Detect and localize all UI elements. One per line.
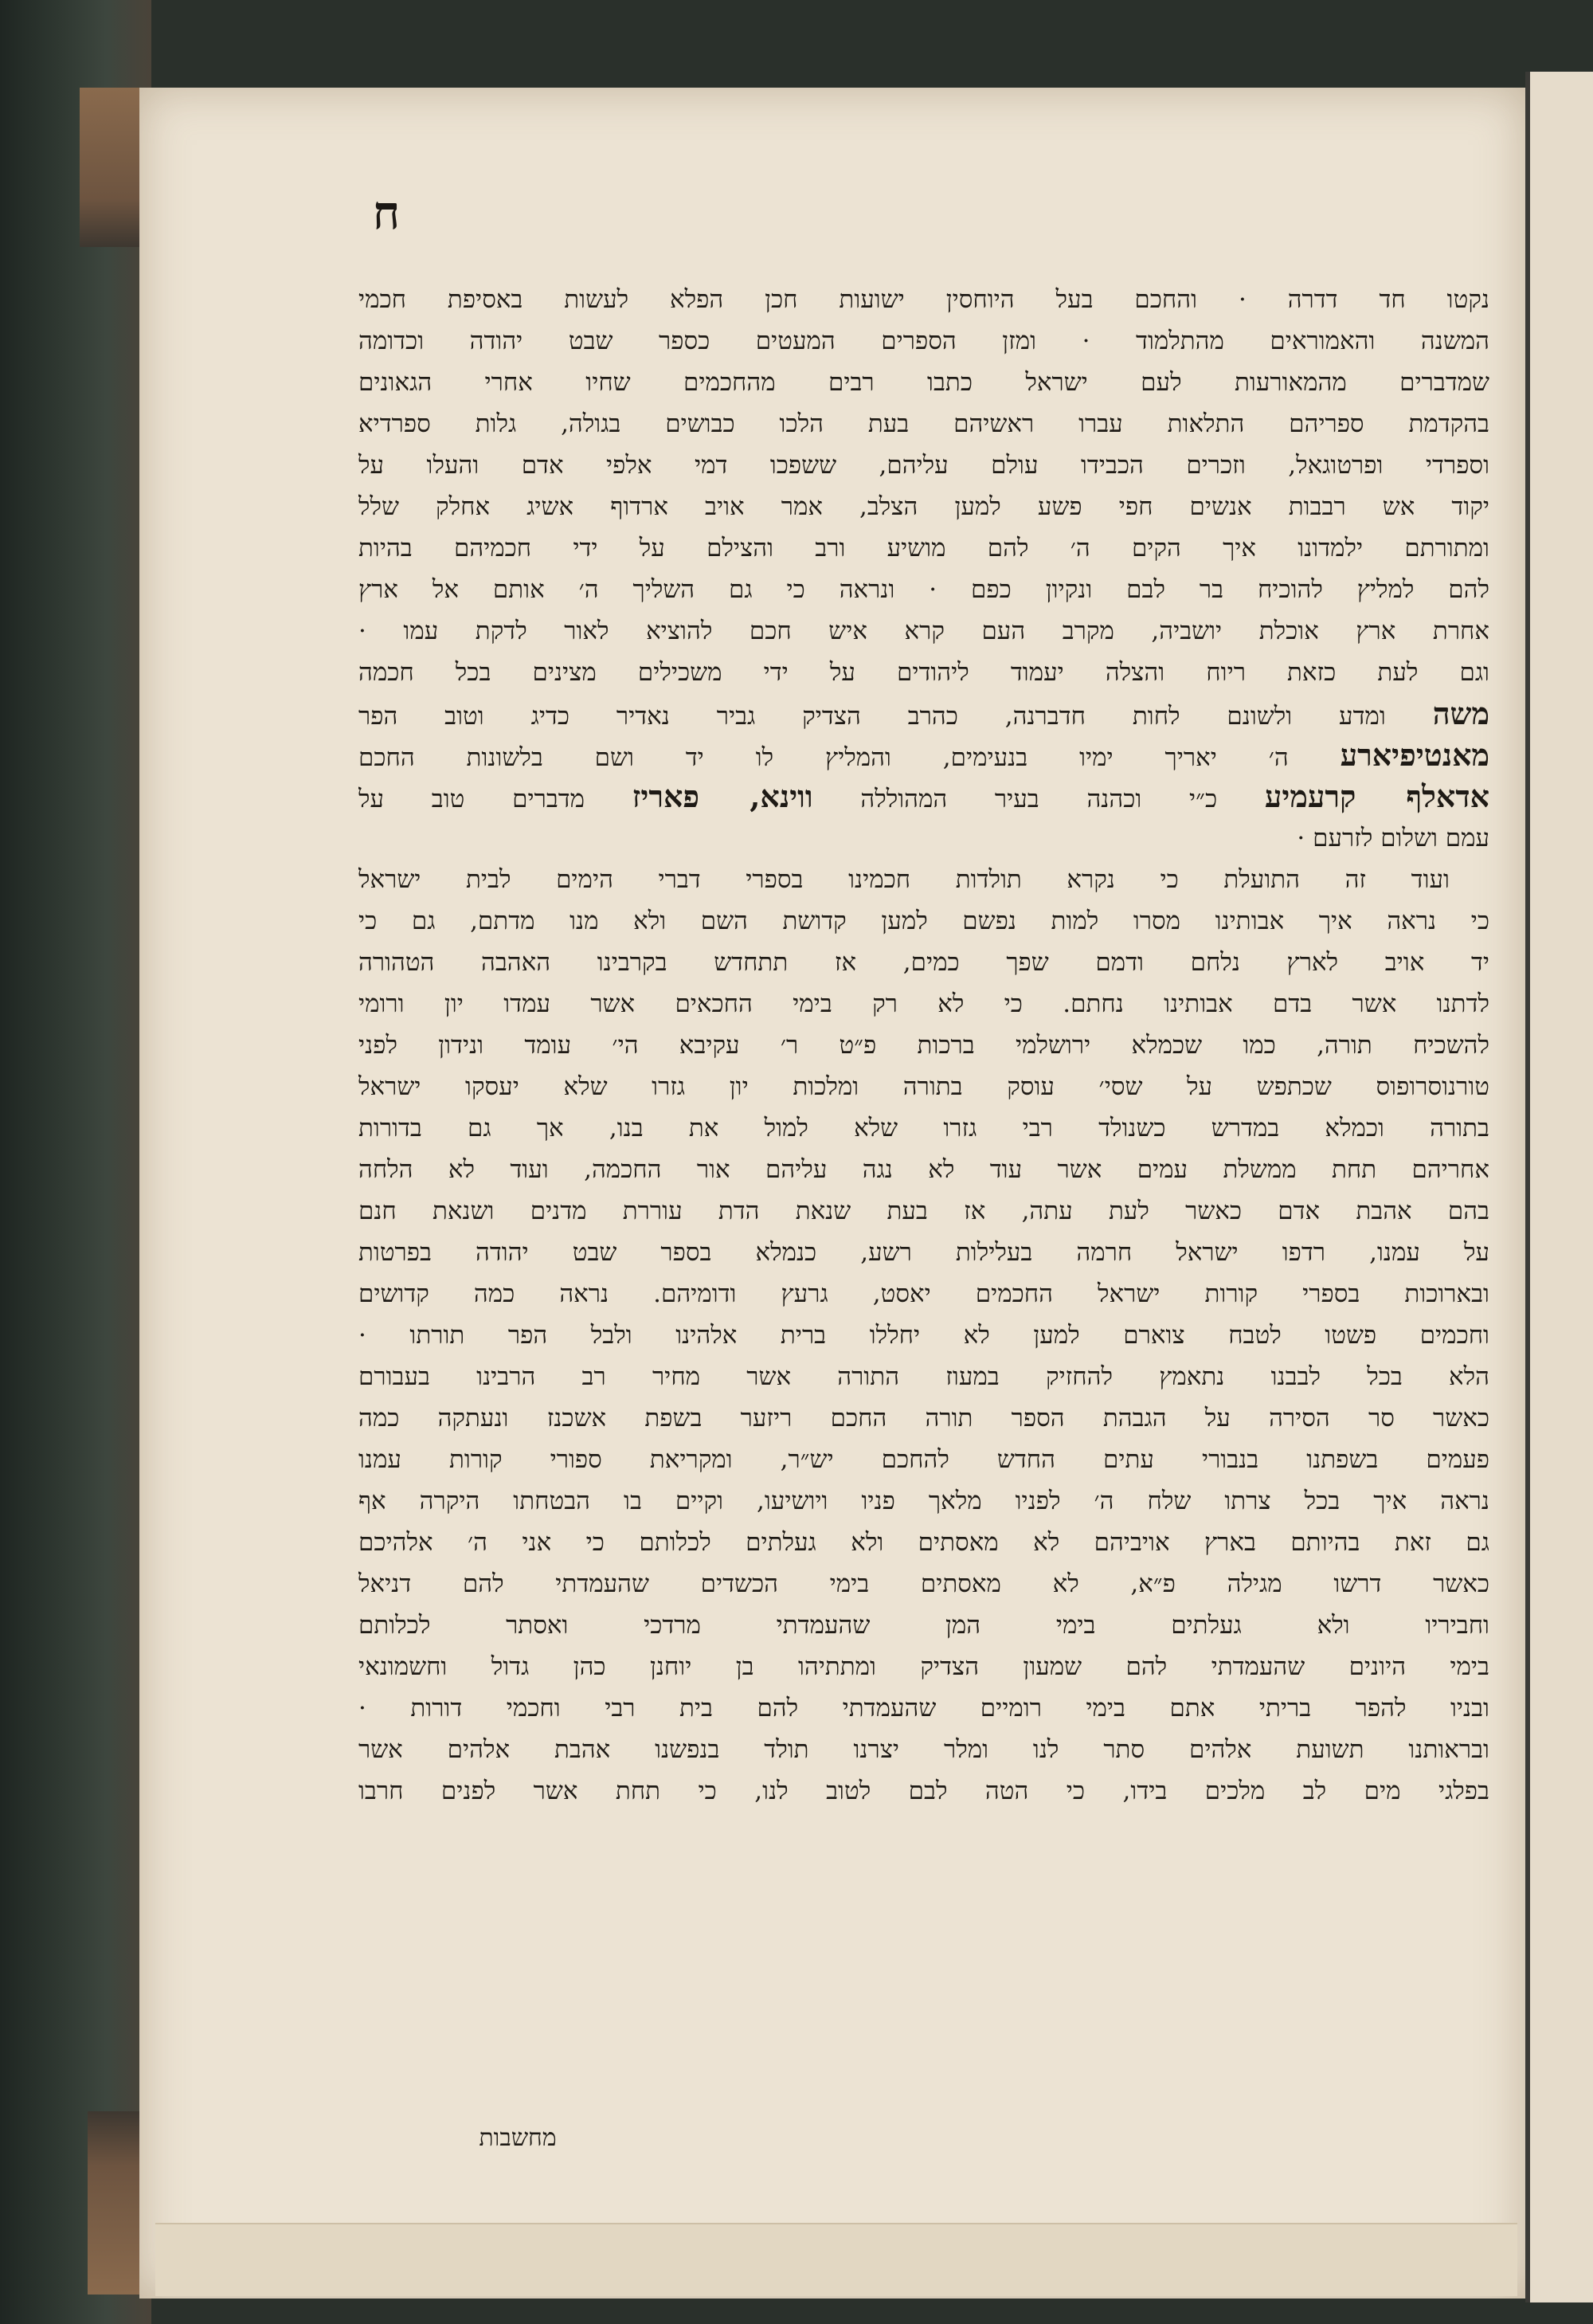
text-line-content: כי נראה איך אבותינו מסרו למות נפשם למען קדושת השם ולא מנו מדתם, גם כי — [358, 907, 1489, 935]
page-number: ח — [372, 186, 401, 240]
book-binding — [0, 0, 151, 2324]
text-line-content: בתורה וכמלא במדרש כשנולד רבי גזרו שלא למול את בנו, אך גם בדורות — [358, 1114, 1489, 1142]
text-line — [358, 1439, 1489, 1480]
text-line-content: יקוד אש רבבות אנשים חפי פשע למען הצלב, אמר אויב ארדוף אשיג אחלק שלל — [358, 492, 1489, 521]
text-line — [358, 1149, 1489, 1190]
text-line — [358, 1190, 1489, 1232]
text-line-content: אחריהם תחת ממשלת עמים אשר עוד לא נגה עליהם אור החכמה, ועוד לא הלחה — [358, 1155, 1489, 1184]
text-line — [358, 693, 1489, 735]
text-line-content: גם זאת בהיותם בארץ אויביהם לא מאסתים ולא געלתים לכלותם כי אני ה׳ אלהיכם — [358, 1528, 1489, 1557]
emphasized-name: מאנטיפיארע — [1340, 737, 1489, 773]
text-line — [358, 817, 1489, 859]
text-line-content: פעמים בשפתנו בנבורי עתים החדש להחכם יש״ר, ומקריאת ספורי קורות עמנו — [358, 1445, 1489, 1474]
text-line-content: ובראותנו תשועת אלהים סתר לנו ומלר יצרנו תולד בנפשנו אהבת אלהים אשר — [358, 1735, 1489, 1764]
text-line — [358, 735, 1489, 776]
emphasized-place: ווינא, פאריז — [632, 778, 813, 814]
text-line-content: להם למליץ להוכיח בר לבם ונקיון כפם · ונראה כי גם השליך ה׳ אותם אל ארץ — [358, 575, 1489, 604]
text-line-content: ומתורתם ילמדונו איך הקים ה׳ להם מושיע ורב והצילם על ידי חכמיהם בהיות — [358, 534, 1489, 562]
text-line — [358, 859, 1489, 900]
text-line — [358, 1025, 1489, 1066]
text-line-content: המשנה והאמוראים מהתלמוד · ומזן הספרים המעטים כספר שבט יהודה וכדומה — [358, 327, 1489, 355]
text-line-content: בהקדמת ספריהם התלאות עברו ראשיהם בעת הלכו כבושים בגולה, גלות ספרדיא — [358, 410, 1489, 438]
text-line — [358, 1397, 1489, 1439]
body-text — [358, 279, 1489, 1812]
text-line — [358, 1315, 1489, 1356]
text-line-content: וחביריו ולא געלתים בימי המן שהעמדתי מרדכי ואסתר לכלותם — [358, 1611, 1489, 1640]
text-line-content: בימי היונים שהעמדתי להם שמעון הצדיק ומתתיהו בן יוחנן כהן גדול וחשמונאי — [358, 1652, 1489, 1681]
text-line — [358, 942, 1489, 983]
text-line — [358, 403, 1489, 445]
text-line-content: עמם ושלום לזרעם · — [1297, 824, 1489, 852]
text-line-content: וספרדי ופרטוגאל, וזכרים הכבידו עולם עליהם, ששפכו דמי אלפי אדם והעלו על — [358, 451, 1489, 480]
text-line-tail: מדברים טוב על — [358, 785, 585, 813]
text-line-content: ועוד זה התועלת כי נקרא תולדות חכמינו בספרי דברי הימים לבית ישראל — [358, 865, 1450, 894]
text-line-content: טורנוסרופוס שכתפש על שסי׳ עוסק בתורה ומלכות יון גזרו שלא יעסקו ישראל — [358, 1072, 1489, 1101]
text-line — [358, 900, 1489, 942]
emphasized-name: אדאלף קרעמיע — [1264, 778, 1489, 814]
text-line — [358, 776, 1489, 817]
text-line-content: על עמנו, רדפו ישראל חרמה בעלילות רשע, כנמלא בספר שבט יהודה בפרטות — [358, 1238, 1489, 1267]
text-line-content: ובניו להפר בריתי אתם בימי רומיים שהעמדתי להם בית רבי וחכמי דורות · — [358, 1694, 1489, 1722]
text-line-content: יד אויב לארץ נלחם ודמם שפך כמים, אז תתחדש בקרבינו האהבה הטהורה — [358, 948, 1489, 977]
text-line — [358, 1605, 1489, 1646]
text-line — [358, 527, 1489, 569]
text-line-content: כאשר סר הסירה על הגבהת הספר תורה החכם ריזער בשפת אשכנז ונעתקה כמה — [358, 1404, 1489, 1432]
text-line — [358, 1770, 1489, 1812]
text-line — [358, 445, 1489, 486]
text-line — [358, 362, 1489, 403]
text-line-content: וגם לעת כזאת ריוח והצלה יעמוד ליהודים על ידי משכילים מצינים בכל חכמה — [358, 658, 1489, 687]
text-line — [358, 1480, 1489, 1522]
text-line-content: בהם אהבת אדם כאשר לעת עתה, אז בעת שנאת הדת עוררת מדנים ושנאת חנם — [358, 1197, 1489, 1225]
text-line — [358, 1563, 1489, 1605]
text-line-content: כאשר דרשו מגילה פ״א, לא מאסתים בימי הכשדים שהעמדתי להם דניאל — [358, 1570, 1489, 1598]
text-line-content: שמדברים מהמאורעות לעם ישראל כתבו רבים מהחכמים שחיו אחרי הגאונים — [358, 368, 1489, 397]
text-line — [358, 1066, 1489, 1107]
text-line — [358, 1646, 1489, 1687]
text-line — [358, 1232, 1489, 1273]
facing-page-edge — [1525, 72, 1593, 2302]
text-line-content: להשכיח תורה, כמו שכמלא ירושלמי ברכות פ״ט ר׳ עקיבא הי׳ עומד ונידון לפני — [358, 1031, 1489, 1060]
text-line — [358, 1356, 1489, 1397]
text-line-content: ה׳ יאריך ימיו בנעימים, והמליץ לו יד ושם בלשונות החכם — [358, 743, 1289, 772]
text-line — [358, 279, 1489, 320]
text-line — [358, 652, 1489, 693]
text-line — [358, 569, 1489, 610]
text-line-content: נראה איך בכל צרתו שלח ה׳ לפניו מלאך פניו ויושיעו, וקיים בו הבטחתו היקרה אף — [358, 1487, 1489, 1515]
catchword: מחשבות — [479, 2124, 557, 2152]
text-line — [358, 1273, 1489, 1315]
text-line-content: לדתנו אשר בדם אבותינו נחתם. כי לא רק בימי החכאים אשר עמדו יון ורומי — [358, 990, 1489, 1018]
text-line — [358, 1687, 1489, 1729]
text-line — [358, 1522, 1489, 1563]
text-line-content: אחרת ארץ אוכלת יושביה, מקרב העם קרא איש חכם להוציא לאור לדקת עמו · — [358, 617, 1489, 645]
text-line-content: ומדע ולשונם לחות חדברנה, כהרב הצדיק גביר נאדיר כדיג וטוב הפר — [358, 702, 1386, 731]
text-line-content: ובארוכות בספרי קורות ישראל החכמים יאסט, גרעץ ודומיהם. נראה כמה קדושים — [358, 1280, 1489, 1308]
text-line-content: הלא בכל לבבנו נתאמץ להחזיק במעוז התורה אשר מחיר רב הרבינו בעבורם — [358, 1362, 1489, 1391]
text-line — [358, 486, 1489, 527]
emphasized-name: משה — [1432, 696, 1489, 731]
text-line — [358, 1729, 1489, 1770]
text-line-content: בפלגי מים לב מלכים בידו, כי הטה לבם לטוב לנו, כי תחת אשר לפנים חרבו — [358, 1777, 1489, 1805]
text-line-content: וחכמים פשטו לטבח צוארם למען לא יחללו ברית אלהינו ולבל הפר תורתו · — [358, 1321, 1489, 1350]
text-line-content: נקטו חד דדרה · והחכם בעל היוחסין ישועות חכן הפלא לעשות באסיפת חכמי — [358, 285, 1489, 314]
text-line — [358, 320, 1489, 362]
text-line — [358, 1107, 1489, 1149]
page-bottom-edge — [155, 2223, 1517, 2296]
text-line — [358, 983, 1489, 1025]
text-line-content: כ״י וכהנה בעיר המהוללה — [860, 785, 1218, 813]
text-line — [358, 610, 1489, 652]
